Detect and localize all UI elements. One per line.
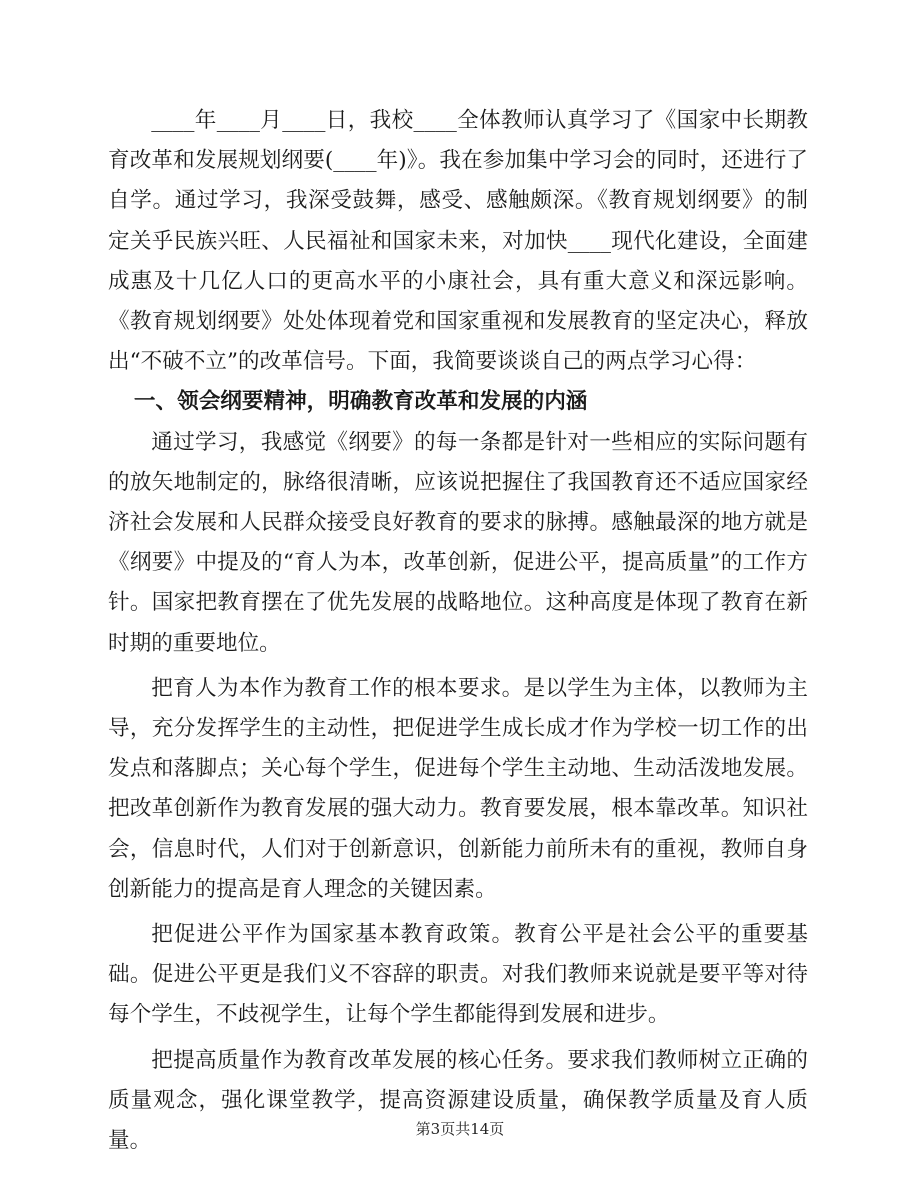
body-paragraph-4: 把提高质量作为教育改革发展的核心任务。要求我们教师树立正确的质量观念，强化课堂教学，提高资源建设质量，确保教学质量及育人质量。 (108, 1047, 808, 1154)
body-paragraph-2: 把育人为本作为教育工作的根本要求。是以学生为主体，以教师为主导，充分发挥学生的主动性，把促进学生成长成才作为学校一切工作的出发点和落脚点；关心每个学生，促进每个学生主动地、生动活泼地发展。把改革创新作为教育发展的强大动力。教育要发展，根本靠改革。知识社会，信息时代，人们对于创新意识，创新能力前所未有的重视，教师自身创新能力的提高是育人理念的关键因素。 (108, 675, 808, 902)
document-body (108, 101, 808, 1161)
body-paragraph-1: 通过学习，我感觉《纲要》的每一条都是针对一些相应的实际问题有的放矢地制定的，脉络很清晰，应该说把握住了我国教育还不适应国家经济社会发展和人民群众接受良好教育的要求的脉搏。感触最深的地方就是《纲要》中提及的“育人为本，改革创新，促进公平，提高质量”的工作方针。国家把教育摆在了优先发展的战略地位。这种高度是体现了教育在新时期的重要地位。 (108, 429, 808, 656)
page-number-footer: 第3页共14页 (415, 1120, 505, 1138)
body-paragraph-3: 把促进公平作为国家基本教育政策。教育公平是社会公平的重要基础。促进公平更是我们义不容辞的职责。对我们教师来说就是要平等对待每个学生，不歧视学生，让每个学生都能得到发展和进步。 (108, 922, 808, 1028)
intro-paragraph: ____年____月____日，我校____全体教师认真学习了《国家中长期教育改革和发展规划纲要(____年)》。我在参加集中学习会的同时，还进行了自学。通过学习，我深受鼓舞，感受、感触颇深。《教育规划纲要》的制定关乎民族兴旺、人民福祉和国家未来，对加快____现代化建设，全面建成惠及十几亿人口的更高水平的小康社会，具有重大意义和深远影响。《教育规划纲要》处处体现着党和国家重视和发展教育的坚定决心，释放出“不破不立”的改革信号。下面，我简要谈谈自己的两点学习心得： (108, 108, 808, 375)
section-heading: 一、领会纲要精神，明确教育改革和发展的内涵 (133, 389, 588, 415)
